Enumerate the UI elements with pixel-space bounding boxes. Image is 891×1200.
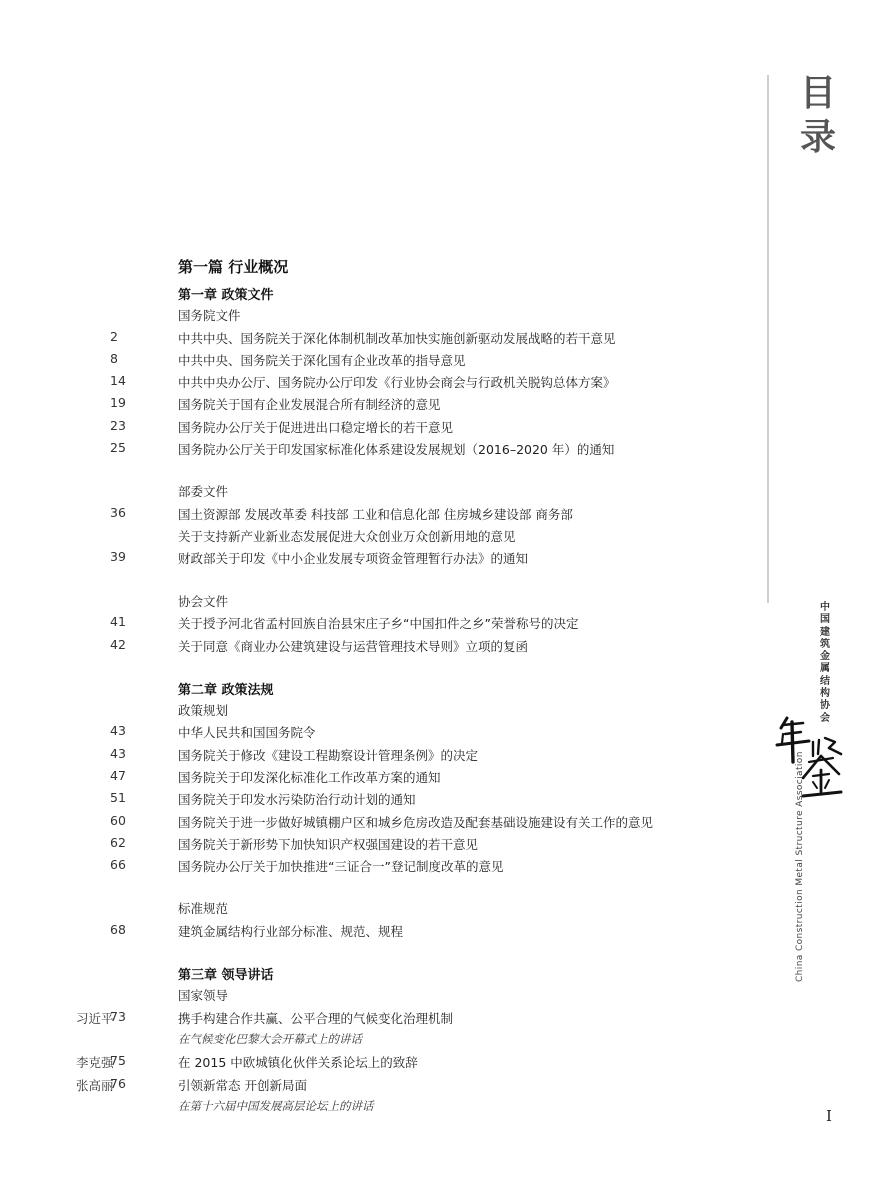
section-title: 标准规范 <box>178 901 229 917</box>
entry-title: 携手构建合作共赢、公平合理的气候变化治理机制 <box>178 1010 454 1026</box>
section-title: 政策规划 <box>178 702 229 718</box>
page-number: 51 <box>110 790 126 806</box>
section-title: 国家领导 <box>178 988 229 1004</box>
section-title: 国务院文件 <box>178 308 241 323</box>
page-number: 66 <box>110 857 126 873</box>
chapter-title: 第一章 政策文件 <box>178 288 274 303</box>
yearbook-calligraphy-logo <box>773 712 847 802</box>
association-name-en: China Construction Metal Structure Association <box>795 751 805 982</box>
page-title: 目录 <box>799 73 836 158</box>
page-number: 76 <box>110 1075 126 1091</box>
entry-title: 国务院办公厅关于促进进出口稳定增长的若干意见 <box>178 419 454 435</box>
entry-title: 国务院关于新形势下加快知识产权强国建设的若干意见 <box>178 836 479 852</box>
entry-title: 国务院关于国有企业发展混合所有制经济的意见 <box>178 397 441 413</box>
entry-title: 国务院关于印发深化标准化工作改革方案的通知 <box>178 769 441 785</box>
chapter-title: 第三章 领导讲话 <box>178 968 274 984</box>
entry-subtitle: 在气候变化巴黎大会开幕式上的讲话 <box>178 1032 362 1046</box>
page-folio: I <box>826 1107 832 1125</box>
page-number: 23 <box>110 417 126 433</box>
entry-title: 国务院办公厅关于加快推进“三证合一”登记制度改革的意见 <box>178 859 504 875</box>
page-number: 36 <box>110 504 126 520</box>
page-number: 68 <box>110 921 126 937</box>
entry-title: 国土资源部 发展改革委 科技部 工业和信息化部 住房城乡建设部 商务部 <box>178 506 573 522</box>
entry-subtitle: 在第十六届中国发展高层论坛上的讲话 <box>178 1098 374 1113</box>
entry-title: 中共中央、国务院关于深化体制机制改革加快实施创新驱动发展战略的若干意见 <box>178 330 616 346</box>
title-divider <box>767 75 769 603</box>
section-title: 部委文件 <box>178 484 229 500</box>
entry-title: 建筑金属结构行业部分标准、规范、规程 <box>178 923 404 939</box>
association-name-en-wrap <box>788 751 805 982</box>
page-number: 62 <box>110 834 126 850</box>
page-number: 39 <box>110 549 126 565</box>
entry-title: 中共中央办公厅、国务院办公厅印发《行业协会商会与行政机关脱钩总体方案》 <box>178 375 616 391</box>
association-name-cn: 中 国 建 筑 金 属 结 构 协 会 <box>820 602 830 724</box>
page-number: 73 <box>110 1008 126 1024</box>
speaker-name: 李克强 <box>76 1055 114 1071</box>
entry-title: 国务院关于印发水污染防治行动计划的通知 <box>178 792 416 808</box>
entry-title: 关于授予河北省孟村回族自治县宋庄子乡“中国扣件之乡”荣誉称号的决定 <box>178 616 579 632</box>
chapter-title: 第二章 政策法规 <box>178 682 274 698</box>
speaker-name: 习近平 <box>76 1010 114 1026</box>
part-title: 第一篇 行业概况 <box>178 258 289 276</box>
entry-title: 中共中央、国务院关于深化国有企业改革的指导意见 <box>178 352 466 368</box>
entry-title: 国务院关于进一步做好城镇棚户区和城乡危房改造及配套基础设施建设有关工作的意见 <box>178 814 654 830</box>
entry-title: 财政部关于印发《中小企业发展专项资金管理暂行办法》的通知 <box>178 551 529 567</box>
entry-title: 国务院关于修改《建设工程勘察设计管理条例》的决定 <box>178 747 479 763</box>
page-number: 43 <box>110 723 126 739</box>
entry-title: 国务院办公厅关于印发国家标准化体系建设发展规划（2016–2020 年）的通知 <box>178 442 615 457</box>
page-number: 14 <box>110 373 126 389</box>
entry-title: 中华人民共和国国务院令 <box>178 725 316 741</box>
page-number: 43 <box>110 745 126 761</box>
page-number: 2 <box>110 328 118 344</box>
page-number: 25 <box>110 440 126 455</box>
entry-title: 关于支持新产业新业态发展促进大众创业万众创新用地的意见 <box>178 529 516 545</box>
entry-title: 在 2015 中欧城镇化伙伴关系论坛上的致辞 <box>178 1055 418 1071</box>
page-number: 47 <box>110 767 126 783</box>
page-number: 41 <box>110 614 126 630</box>
page-number: 60 <box>110 812 126 828</box>
entry-title: 关于同意《商业办公建筑建设与运营管理技术导则》立项的复函 <box>178 638 529 654</box>
page-number: 75 <box>110 1053 126 1069</box>
section-title: 协会文件 <box>178 593 229 609</box>
page-number: 42 <box>110 636 126 652</box>
page-number: 8 <box>110 350 118 366</box>
entry-title: 引领新常态 开创新局面 <box>178 1077 307 1093</box>
speaker-name: 张高丽 <box>76 1077 114 1093</box>
page-number: 19 <box>110 395 126 411</box>
